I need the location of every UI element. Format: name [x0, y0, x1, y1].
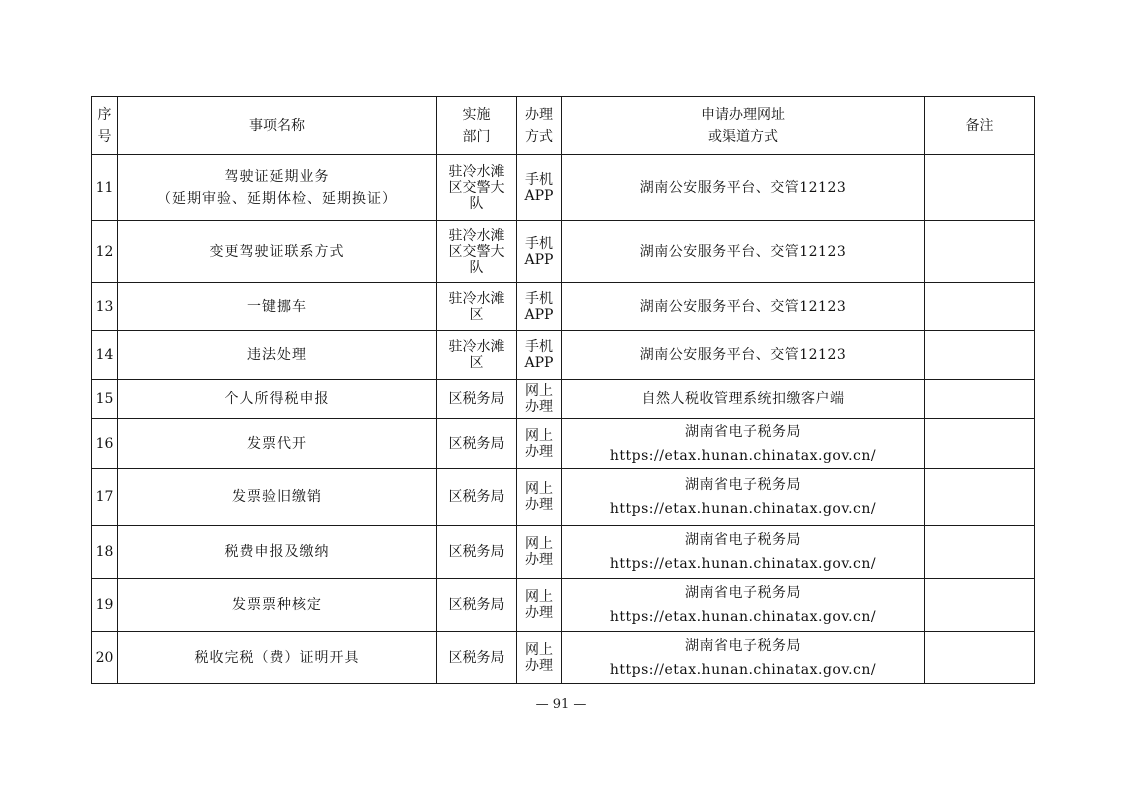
item-name-detail: （延期审验、延期体检、延期换证）: [157, 190, 397, 207]
table-row: [92, 155, 1035, 221]
channel: [562, 526, 925, 579]
channel-name: 湖南公安服务平台、交管12123: [639, 298, 847, 315]
handling-method: 手机APP: [517, 155, 562, 221]
row-index: 15: [92, 380, 118, 419]
note: [925, 419, 1035, 469]
channel: [562, 155, 925, 221]
row-index: 17: [92, 469, 118, 526]
row-index: 13: [92, 283, 118, 331]
note: [925, 331, 1035, 380]
row-index: 14: [92, 331, 118, 380]
table-row: [92, 632, 1035, 684]
channel-name: 湖南公安服务平台、交管12123: [639, 243, 847, 260]
row-index: 12: [92, 221, 118, 283]
item-name: [118, 469, 437, 526]
department: 驻冷水滩区: [437, 331, 517, 380]
item-name: [118, 331, 437, 380]
row-index: 11: [92, 155, 118, 221]
table-row: [92, 469, 1035, 526]
header-department: 实施 部门: [437, 97, 517, 155]
item-name: [118, 283, 437, 331]
header-method: 办理 方式: [517, 97, 562, 155]
note: [925, 380, 1035, 419]
note: [925, 526, 1035, 579]
item-name: [118, 380, 437, 419]
channel: [562, 632, 925, 684]
channel-name: 湖南省电子税务局: [685, 585, 801, 601]
item-name-text: 发票代开: [247, 435, 307, 452]
note: [925, 632, 1035, 684]
table-row: [92, 331, 1035, 380]
item-name: [118, 419, 437, 469]
department: 驻冷水滩区交警大队: [437, 221, 517, 283]
channel: [562, 221, 925, 283]
channel-name: 湖南省电子税务局: [685, 637, 801, 654]
handling-method: 手机APP: [517, 283, 562, 331]
handling-method: 网上办理: [517, 526, 562, 579]
department: 驻冷水滩区: [437, 283, 517, 331]
channel-name: 湖南公安服务平台、交管12123: [639, 347, 847, 363]
item-name: [118, 155, 437, 221]
department: 区税务局: [437, 469, 517, 526]
item-name: [118, 221, 437, 283]
channel-name: 湖南公安服务平台、交管12123: [639, 179, 847, 196]
header-channel: 申请办理网址 或渠道方式: [562, 97, 925, 155]
department: 区税务局: [437, 380, 517, 419]
table-row: [92, 283, 1035, 331]
page-number: — 91 —: [535, 697, 587, 712]
header-note: 备注: [925, 97, 1035, 155]
handling-method: 手机APP: [517, 221, 562, 283]
item-name-text: 变更驾驶证联系方式: [209, 243, 345, 260]
row-index: 19: [92, 579, 118, 632]
channel: [562, 331, 925, 380]
service-items-table: [91, 96, 1035, 684]
item-name-text: 驾驶证延期业务: [224, 168, 330, 185]
handling-method: 手机APP: [517, 331, 562, 380]
item-name-text: 违法处理: [247, 347, 307, 363]
item-name-text: 个人所得税申报: [224, 391, 330, 407]
channel-name: 自然人税收管理系统扣缴客户端: [641, 391, 845, 407]
channel-url: https://etax.hunan.chinatax.gov.cn/: [609, 609, 877, 625]
item-name-text: 发票验旧缴销: [232, 489, 322, 505]
table-row: [92, 579, 1035, 632]
item-name-text: 税费申报及缴纳: [224, 544, 330, 560]
channel: [562, 469, 925, 526]
channel: [562, 283, 925, 331]
department: 区税务局: [437, 632, 517, 684]
item-name-text: 税收完税（费）证明开具: [194, 649, 360, 666]
table-row: [92, 380, 1035, 419]
row-index: 18: [92, 526, 118, 579]
note: [925, 469, 1035, 526]
channel-name: 湖南省电子税务局: [685, 477, 801, 493]
note: [925, 579, 1035, 632]
row-index: 16: [92, 419, 118, 469]
header-item-name: 事项名称: [118, 97, 437, 155]
handling-method: 网上办理: [517, 632, 562, 684]
item-name-text: 一键挪车: [247, 298, 307, 315]
channel-name: 湖南省电子税务局: [685, 532, 801, 548]
handling-method: 网上办理: [517, 469, 562, 526]
channel: [562, 380, 925, 419]
channel-url: https://etax.hunan.chinatax.gov.cn/: [609, 501, 877, 517]
department: 驻冷水滩区交警大队: [437, 155, 517, 221]
item-name: [118, 579, 437, 632]
table-header-row: [92, 97, 1035, 155]
note: [925, 283, 1035, 331]
department: 区税务局: [437, 526, 517, 579]
channel-name: 湖南省电子税务局: [685, 423, 801, 440]
channel-url: https://etax.hunan.chinatax.gov.cn/: [609, 556, 877, 572]
handling-method: 网上办理: [517, 579, 562, 632]
row-index: 20: [92, 632, 118, 684]
channel: [562, 419, 925, 469]
note: [925, 155, 1035, 221]
item-name: [118, 526, 437, 579]
item-name-text: 发票票种核定: [232, 597, 322, 613]
table-row: [92, 419, 1035, 469]
channel-url: https://etax.hunan.chinatax.gov.cn/: [609, 661, 877, 678]
department: 区税务局: [437, 419, 517, 469]
table-row: [92, 221, 1035, 283]
header-index: 序号: [92, 97, 118, 155]
handling-method: 网上办理: [517, 380, 562, 419]
handling-method: 网上办理: [517, 419, 562, 469]
channel-url: https://etax.hunan.chinatax.gov.cn/: [609, 447, 877, 464]
department: 区税务局: [437, 579, 517, 632]
channel: [562, 579, 925, 632]
note: [925, 221, 1035, 283]
item-name: [118, 632, 437, 684]
table-row: [92, 526, 1035, 579]
